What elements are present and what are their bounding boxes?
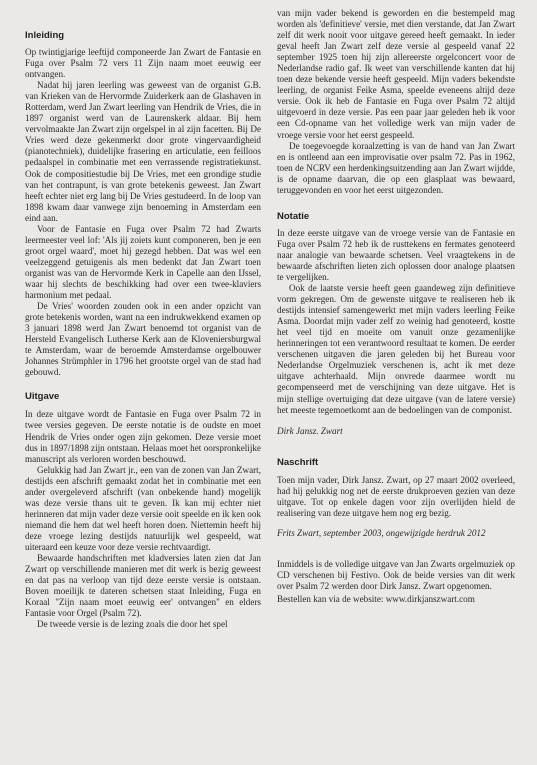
heading-inleiding: Inleiding	[25, 30, 65, 41]
paragraph: Bewaarde handschriften met kladversies laten zien dat Jan Zwart op verschillende manieren met dit werk is bezig geweest en dat pas na verloop van tijd deze eerste versie is ontstaan. Boven moeilijk te dateren schetsen staat Inleiding, Fuga en Koraal "Zijn naam moet eeuwig eer' ontvangen" en elders Fantasie voor Orgel (Psalm 72).	[25, 553, 261, 619]
paragraph: Ook de laatste versie heeft geen gaandeweg zijn definitieve vorm gekregen. Om de gewenste uitgave te realiseren heb ik destijds intensief samengewerkt met mijn vaders leerling Feike Asma. Doordat mijn vader zelf zo weinig had genoteerd, kostte het veel tijd en moeite om vanuit onze gezamenlijke herinneringen tot een verantwoord resultaat te komen. De eerder verschenen uitgaven die jaren geleden bij het Bureau voor Nederlandse Orgelmuziek verschenen is, acht ik met deze uitgave achterhaald. Mijn onvrede daarmee wordt nu gecompenseerd met de verschijning van deze uitgave. Het is mijn stellige overtuiging dat deze uitgave (van de latere versie) het meeste tegemoetkomt aan de bedoelingen van de componist.	[277, 283, 515, 415]
paragraph: In deze uitgave wordt de Fantasie en Fuga over Psalm 72 in twee versies gegeven. De eerste notatie is de oudste en moet Hendrik de Vries onder ogen zijn gekomen. Deze versie moet dus in 1897/1898 zijn ontstaan. Helaas moet het oorspronkelijke manuscript als verloren worden beschouwd.	[25, 409, 261, 464]
paragraph: Nadat hij jaren leerling was geweest van de organist G.B. van Krieken van de Hervormde Zuiderkerk aan de Glashaven in Rotterdam, werd Jan Zwart leerling van Hendrik de Vries, die in 1897 organist werd van de Laurenskerk aldaar. Bij hem vervolmaakte Jan Zwart zijn orgelspel in al zijn facetten. Bij De Vries werd deze gekenmerkt door grote vingervaardigheid (pianotechniek), duidelijke frasering en articulatie, een feilloos pedaalspel in combinatie met een verrassende registratiekunst. Ook de compositiestudie bij De Vries, met een grondige studie van het contrapunt, is van grote betekenis geweest. Jan Zwart heeft echter niet erg lang bij De Vries gestudeerd. In de loop van 1898 kwam daar vanwege zijn benoeming in Amsterdam een eind aan.	[25, 80, 261, 223]
paragraph: De toegevoegde koraalzetting is van de hand van Jan Zwart en is ontleend aan een improvisatie over psalm 72. Pas in 1962, toen de NCRV een herdenkingsuitzending aan Jan Zwart wijdde, is de opname daarvan, die op een glasplaat was bewaard, teruggevonden en voor het eerst uitgezonden.	[277, 140, 515, 195]
paragraph: Inmiddels is de volledige uitgave van Jan Zwarts orgelmuziek op CD verschenen bij Festivo. Ook de beide versies van dit werk over Psalm 72 werden door Dirk Jansz. Zwart opgenomen.	[277, 558, 515, 591]
heading-uitgave: Uitgave	[25, 391, 60, 403]
paragraph: Voor de Fantasie en Fuga over Psalm 72 had Zwarts leermeester veel lof: 'Als jij zoiets kunt componeren, ben je een groot orgel waard', moet hij gezegd hebben. Dat was wel een veelzeggend getuigenis als men bedenkt dat Jan Zwart toen organist was van de Hervormde Kerk in Capelle aan den IJssel, waar hij slechts de beschikking had over een twee-klaviers harmonium met pedaal.	[25, 223, 261, 301]
left-column	[25, 0, 261, 630]
signature: Frits Zwart, september 2003, ongewijzigde herdruk 2012	[277, 527, 486, 538]
paragraph: van mijn vader bekend is geworden en die bestempeld mag worden als 'definitieve' versie, met dien verstande, dat Jan Zwart zelf dit werk nooit voor uitgave gereed heeft gemaakt. In ieder geval heeft Jan Zwart zelf deze versie al gespeeld vanaf 22 september 1925 toen hij zijn allereerste orgelconcert voor de Nederlandse radio gaf. Ik weet van verschillende kanten dat hij toen deze bekende versie heeft gespeeld. Mijn vaders bekendste leerling, de organist Feike Asma, speelde eveneens altijd deze versie. Ook ik heb de Fantasie en Fuga over Psalm 72 altijd uitgevoerd in deze versie. Pas een paar jaar geleden heb ik voor een Cd-opname van het volledige werk van mijn vader de vroege versie voor het eerst gespeeld.	[277, 8, 515, 140]
paragraph: Toen mijn vader, Dirk Jansz. Zwart, op 27 maart 2002 overleed, had hij gelukkig nog net de eerste drukproeven gezien van deze uitgave. Tot op enkele dagen voor zijn overlijden hield de realisering van deze uitgave hem nog erg bezig.	[277, 474, 515, 518]
right-column	[277, 0, 515, 605]
heading-notatie: Notatie	[277, 210, 310, 222]
paragraph: In deze eerste uitgave van de vroege versie van de Fantasie en Fuga over Psalm 72 heb ik de rusttekens en fermates genoteerd naar analogie van bewaarde schetsen. Veel vraagtekens in de bewaarde afschriften lieten zich oplossen door analoge plaatsen te vergelijken.	[277, 227, 515, 282]
paragraph: De Vries' woorden zouden ook in een ander opzicht van grote betekenis worden, want na een indrukwekkend examen op 3 januari 1898 werd Jan Zwart benoemd tot organist van de Hersteld Evangelisch Lutherse Kerk aan de Kloveniersburgwal te Amsterdam, waar de beroemde Amsterdamse orgelbouwer Johannes Strümphler in 1796 het grootste orgel van de stad had gebouwd.	[25, 301, 261, 378]
paragraph: Gelukkig had Jan Zwart jr., een van de zonen van Jan Zwart, destijds een afschrift gemaakt zodat het in combinatie met een ander overgeleverd afschrift (van onbekende hand) mogelijk was deze versie thans uit te geven. Ik kan mij echter niet herinneren dat mijn vader deze versie ooit speelde en ik ken ook niemand die hem dat wel heeft horen doen. Niettemin heeft hij deze vroege lezing destijds natuurlijk wel gespeeld, wat uiteraard een keuze voor deze versie rechtvaardigt.	[25, 464, 261, 552]
website-line: Bestellen kan via de website: www.dirkjanszwart.com	[277, 594, 475, 605]
heading-naschrift: Naschrift	[277, 456, 319, 468]
signature: Dirk Jansz. Zwart	[277, 425, 343, 436]
paragraph: De tweede versie is de lezing zoals die door het spel	[37, 619, 228, 630]
paragraph: Op twintigjarige leeftijd componeerde Jan Zwart de Fantasie en Fuga over Psalm 72 vers 11 Zijn naam moet eeuwig eer ontvangen.	[25, 47, 261, 80]
